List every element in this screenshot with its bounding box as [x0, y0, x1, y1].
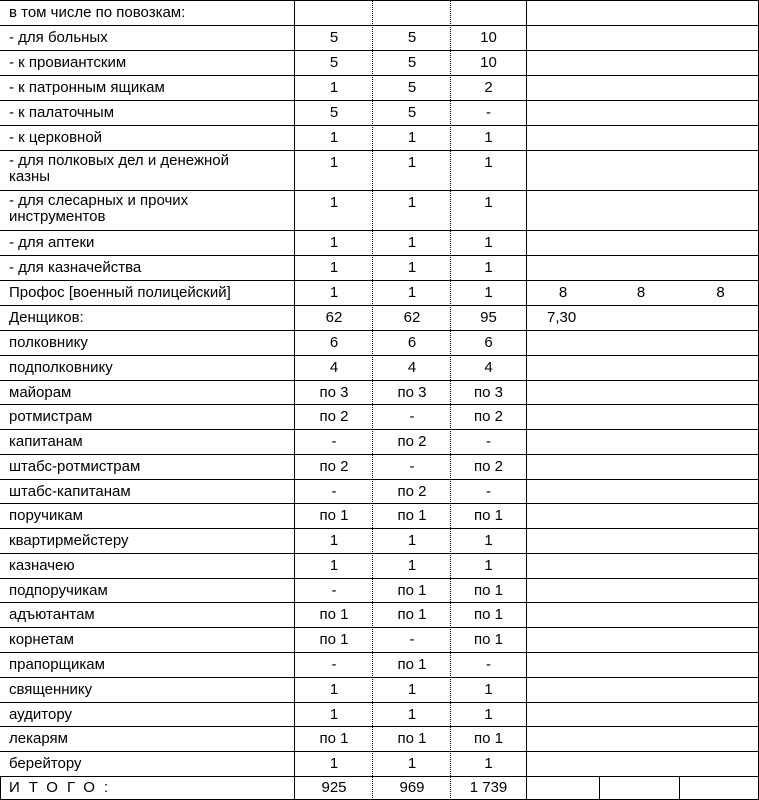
- row-value-c2: 1: [407, 284, 417, 301]
- row-label: - для слесарных и прочих инструментов: [9, 192, 189, 225]
- row-divider: [0, 429, 759, 430]
- row-label: подполковнику: [9, 359, 113, 376]
- row-label: - для полковых дел и денежной казны: [9, 152, 229, 185]
- row-divider: [0, 150, 759, 151]
- row-divider: [0, 776, 759, 777]
- row-value-c2: 6: [407, 334, 417, 351]
- row-value-c2: 1: [407, 129, 417, 146]
- row-value-c1: 5: [329, 104, 339, 121]
- row-value-c1: 1: [329, 681, 339, 698]
- row-value-c2: по 2: [397, 433, 427, 450]
- row-divider: [0, 50, 759, 51]
- row-value-c1: 1: [329, 532, 339, 549]
- row-value-c1: 1: [329, 755, 339, 772]
- row-value-c2: -: [409, 631, 415, 648]
- row-divider: [0, 627, 759, 628]
- row-label: - к церковной: [9, 129, 103, 146]
- row-value-c2: -: [409, 408, 415, 425]
- row-value-c1: по 1: [319, 507, 349, 524]
- row-value-c3: 1: [484, 259, 493, 276]
- row-divider: [0, 75, 759, 76]
- row-value-c3: 10: [480, 54, 497, 71]
- row-label: штабс-ротмистрам: [9, 458, 141, 475]
- row-value-c2: 62: [403, 309, 421, 326]
- row-value-c1: 1: [329, 154, 339, 171]
- row-value-c1: 1: [329, 259, 339, 276]
- row-value-c1: по 2: [319, 458, 349, 475]
- row-divider: [0, 100, 759, 101]
- row-value-c4: 8: [558, 284, 568, 301]
- row-label: корнетам: [9, 631, 74, 648]
- row-divider: [0, 454, 759, 455]
- row-label: - для казначейства: [9, 259, 142, 276]
- total-label: ИТОГО:: [9, 779, 118, 796]
- row-value-c2: по 3: [397, 384, 427, 401]
- column-divider: [679, 776, 680, 800]
- row-value-c2: по 1: [397, 730, 427, 747]
- row-value-c2: 4: [407, 359, 417, 376]
- row-label: прапорщикам: [9, 656, 105, 673]
- table-left-border: [0, 776, 1, 800]
- row-value-c2: 1: [407, 154, 417, 171]
- row-value-c3: -: [486, 104, 491, 121]
- row-divider: [0, 25, 759, 26]
- row-label: - для больных: [9, 29, 108, 46]
- row-label: подпоручикам: [9, 582, 108, 599]
- row-value-c3: 1: [484, 681, 493, 698]
- row-value-c3: 1: [484, 194, 493, 211]
- row-divider: [0, 190, 759, 191]
- row-value-c3: по 1: [474, 582, 503, 599]
- row-value-c3: по 1: [474, 730, 503, 747]
- row-value-c1: 62: [325, 309, 343, 326]
- row-value-c2: 1: [407, 557, 417, 574]
- row-divider: [0, 702, 759, 703]
- row-label: квартирмейстеру: [9, 532, 129, 549]
- row-value-c1: 1: [329, 194, 339, 211]
- row-value-c3: по 1: [474, 631, 503, 648]
- row-value-c3: 1: [484, 234, 493, 251]
- row-label: штабс-капитанам: [9, 483, 131, 500]
- row-value-c3: 2: [484, 79, 493, 96]
- row-value-c6: 8: [716, 284, 725, 301]
- row-label: - для аптеки: [9, 234, 95, 251]
- row-value-c1: -: [331, 656, 337, 673]
- row-label: в том числе по повозкам:: [9, 4, 186, 21]
- row-value-c2: 1: [407, 532, 417, 549]
- row-value-c3: 95: [480, 309, 497, 326]
- row-value-c1: по 2: [319, 408, 349, 425]
- row-value-c3: 1: [484, 706, 493, 723]
- row-label: священнику: [9, 681, 93, 698]
- row-value-c5: 8: [636, 284, 646, 301]
- total-value-c2: 969: [399, 779, 425, 796]
- row-value-c3: -: [486, 433, 491, 450]
- row-divider: [0, 528, 759, 529]
- row-value-c1: 1: [329, 129, 339, 146]
- row-value-c1: по 1: [319, 631, 349, 648]
- column-divider: [526, 0, 527, 800]
- row-label: берейтору: [9, 755, 82, 772]
- row-value-c1: 6: [329, 334, 339, 351]
- row-value-c2: 1: [407, 706, 417, 723]
- row-label: ротмистрам: [9, 408, 93, 425]
- row-value-c1: 1: [329, 79, 339, 96]
- row-divider: [0, 726, 759, 727]
- row-value-c1: по 3: [319, 384, 349, 401]
- row-divider: [0, 677, 759, 678]
- row-value-c3: 6: [484, 334, 493, 351]
- row-value-c3: 1: [484, 284, 493, 301]
- row-value-c1: 1: [329, 284, 339, 301]
- row-divider: [0, 503, 759, 504]
- row-value-c2: по 2: [397, 483, 427, 500]
- row-label: майорам: [9, 384, 72, 401]
- row-value-c3: 4: [484, 359, 493, 376]
- row-value-c1: 5: [329, 29, 339, 46]
- row-value-c3: -: [486, 656, 491, 673]
- row-label: Профос [военный полицейский]: [9, 284, 231, 301]
- row-value-c1: -: [331, 433, 337, 450]
- row-value-c3: 1: [484, 154, 493, 171]
- row-divider: [0, 652, 759, 653]
- row-divider: [0, 255, 759, 256]
- total-value-c1: 925: [321, 779, 347, 796]
- row-label: - к патронным ящикам: [9, 79, 165, 96]
- row-value-c1: 1: [329, 706, 339, 723]
- row-value-c4: 7,30: [547, 309, 577, 326]
- row-value-c2: по 1: [397, 606, 427, 623]
- row-value-c2: по 1: [397, 507, 427, 524]
- row-label: лекарям: [9, 730, 68, 747]
- row-value-c3: 1: [484, 755, 493, 772]
- row-value-c2: 1: [407, 234, 417, 251]
- row-divider: [0, 355, 759, 356]
- row-value-c2: 5: [407, 29, 417, 46]
- row-value-c1: 5: [329, 54, 339, 71]
- row-value-c3: 1: [484, 557, 493, 574]
- row-label: аудитору: [9, 706, 73, 723]
- row-value-c1: -: [331, 483, 337, 500]
- row-value-c1: по 1: [319, 606, 349, 623]
- row-value-c2: 1: [407, 755, 417, 772]
- row-value-c2: 5: [407, 104, 417, 121]
- row-value-c3: 10: [480, 29, 497, 46]
- row-value-c2: по 1: [397, 582, 427, 599]
- total-value-c3: 1 739: [469, 779, 508, 796]
- row-value-c2: 1: [407, 681, 417, 698]
- row-label: полковнику: [9, 334, 88, 351]
- row-label: - к палаточным: [9, 104, 115, 121]
- row-value-c2: 5: [407, 54, 417, 71]
- row-divider: [0, 602, 759, 603]
- row-label: капитанам: [9, 433, 83, 450]
- column-divider: [599, 776, 600, 800]
- row-value-c2: -: [409, 458, 415, 475]
- row-value-c3: по 2: [474, 408, 503, 425]
- row-value-c3: по 2: [474, 458, 503, 475]
- row-value-c3: 1: [484, 532, 493, 549]
- row-value-c1: 1: [329, 234, 339, 251]
- row-value-c2: по 1: [397, 656, 427, 673]
- row-divider: [0, 380, 759, 381]
- row-divider: [0, 404, 759, 405]
- row-divider: [0, 479, 759, 480]
- row-divider: [0, 578, 759, 579]
- row-label: адъютантам: [9, 606, 95, 623]
- row-divider: [0, 125, 759, 126]
- row-value-c2: 1: [407, 259, 417, 276]
- row-divider: [0, 553, 759, 554]
- row-divider: [0, 230, 759, 231]
- row-value-c3: 1: [484, 129, 493, 146]
- row-value-c1: 1: [329, 557, 339, 574]
- row-value-c1: 4: [329, 359, 339, 376]
- row-value-c3: по 3: [474, 384, 503, 401]
- row-divider: [0, 751, 759, 752]
- row-label: казначею: [9, 557, 75, 574]
- row-value-c2: 1: [407, 194, 417, 211]
- row-value-c1: по 1: [319, 730, 349, 747]
- row-divider: [0, 280, 759, 281]
- row-divider: [0, 330, 759, 331]
- row-value-c3: по 1: [474, 507, 503, 524]
- row-value-c3: по 1: [474, 606, 503, 623]
- row-label: поручикам: [9, 507, 83, 524]
- row-value-c3: -: [486, 483, 491, 500]
- row-divider: [0, 305, 759, 306]
- row-value-c1: -: [331, 582, 337, 599]
- row-divider: [0, 0, 759, 1]
- row-value-c2: 5: [407, 79, 417, 96]
- row-label: - к провиантским: [9, 54, 127, 71]
- row-label: Денщиков:: [9, 309, 84, 326]
